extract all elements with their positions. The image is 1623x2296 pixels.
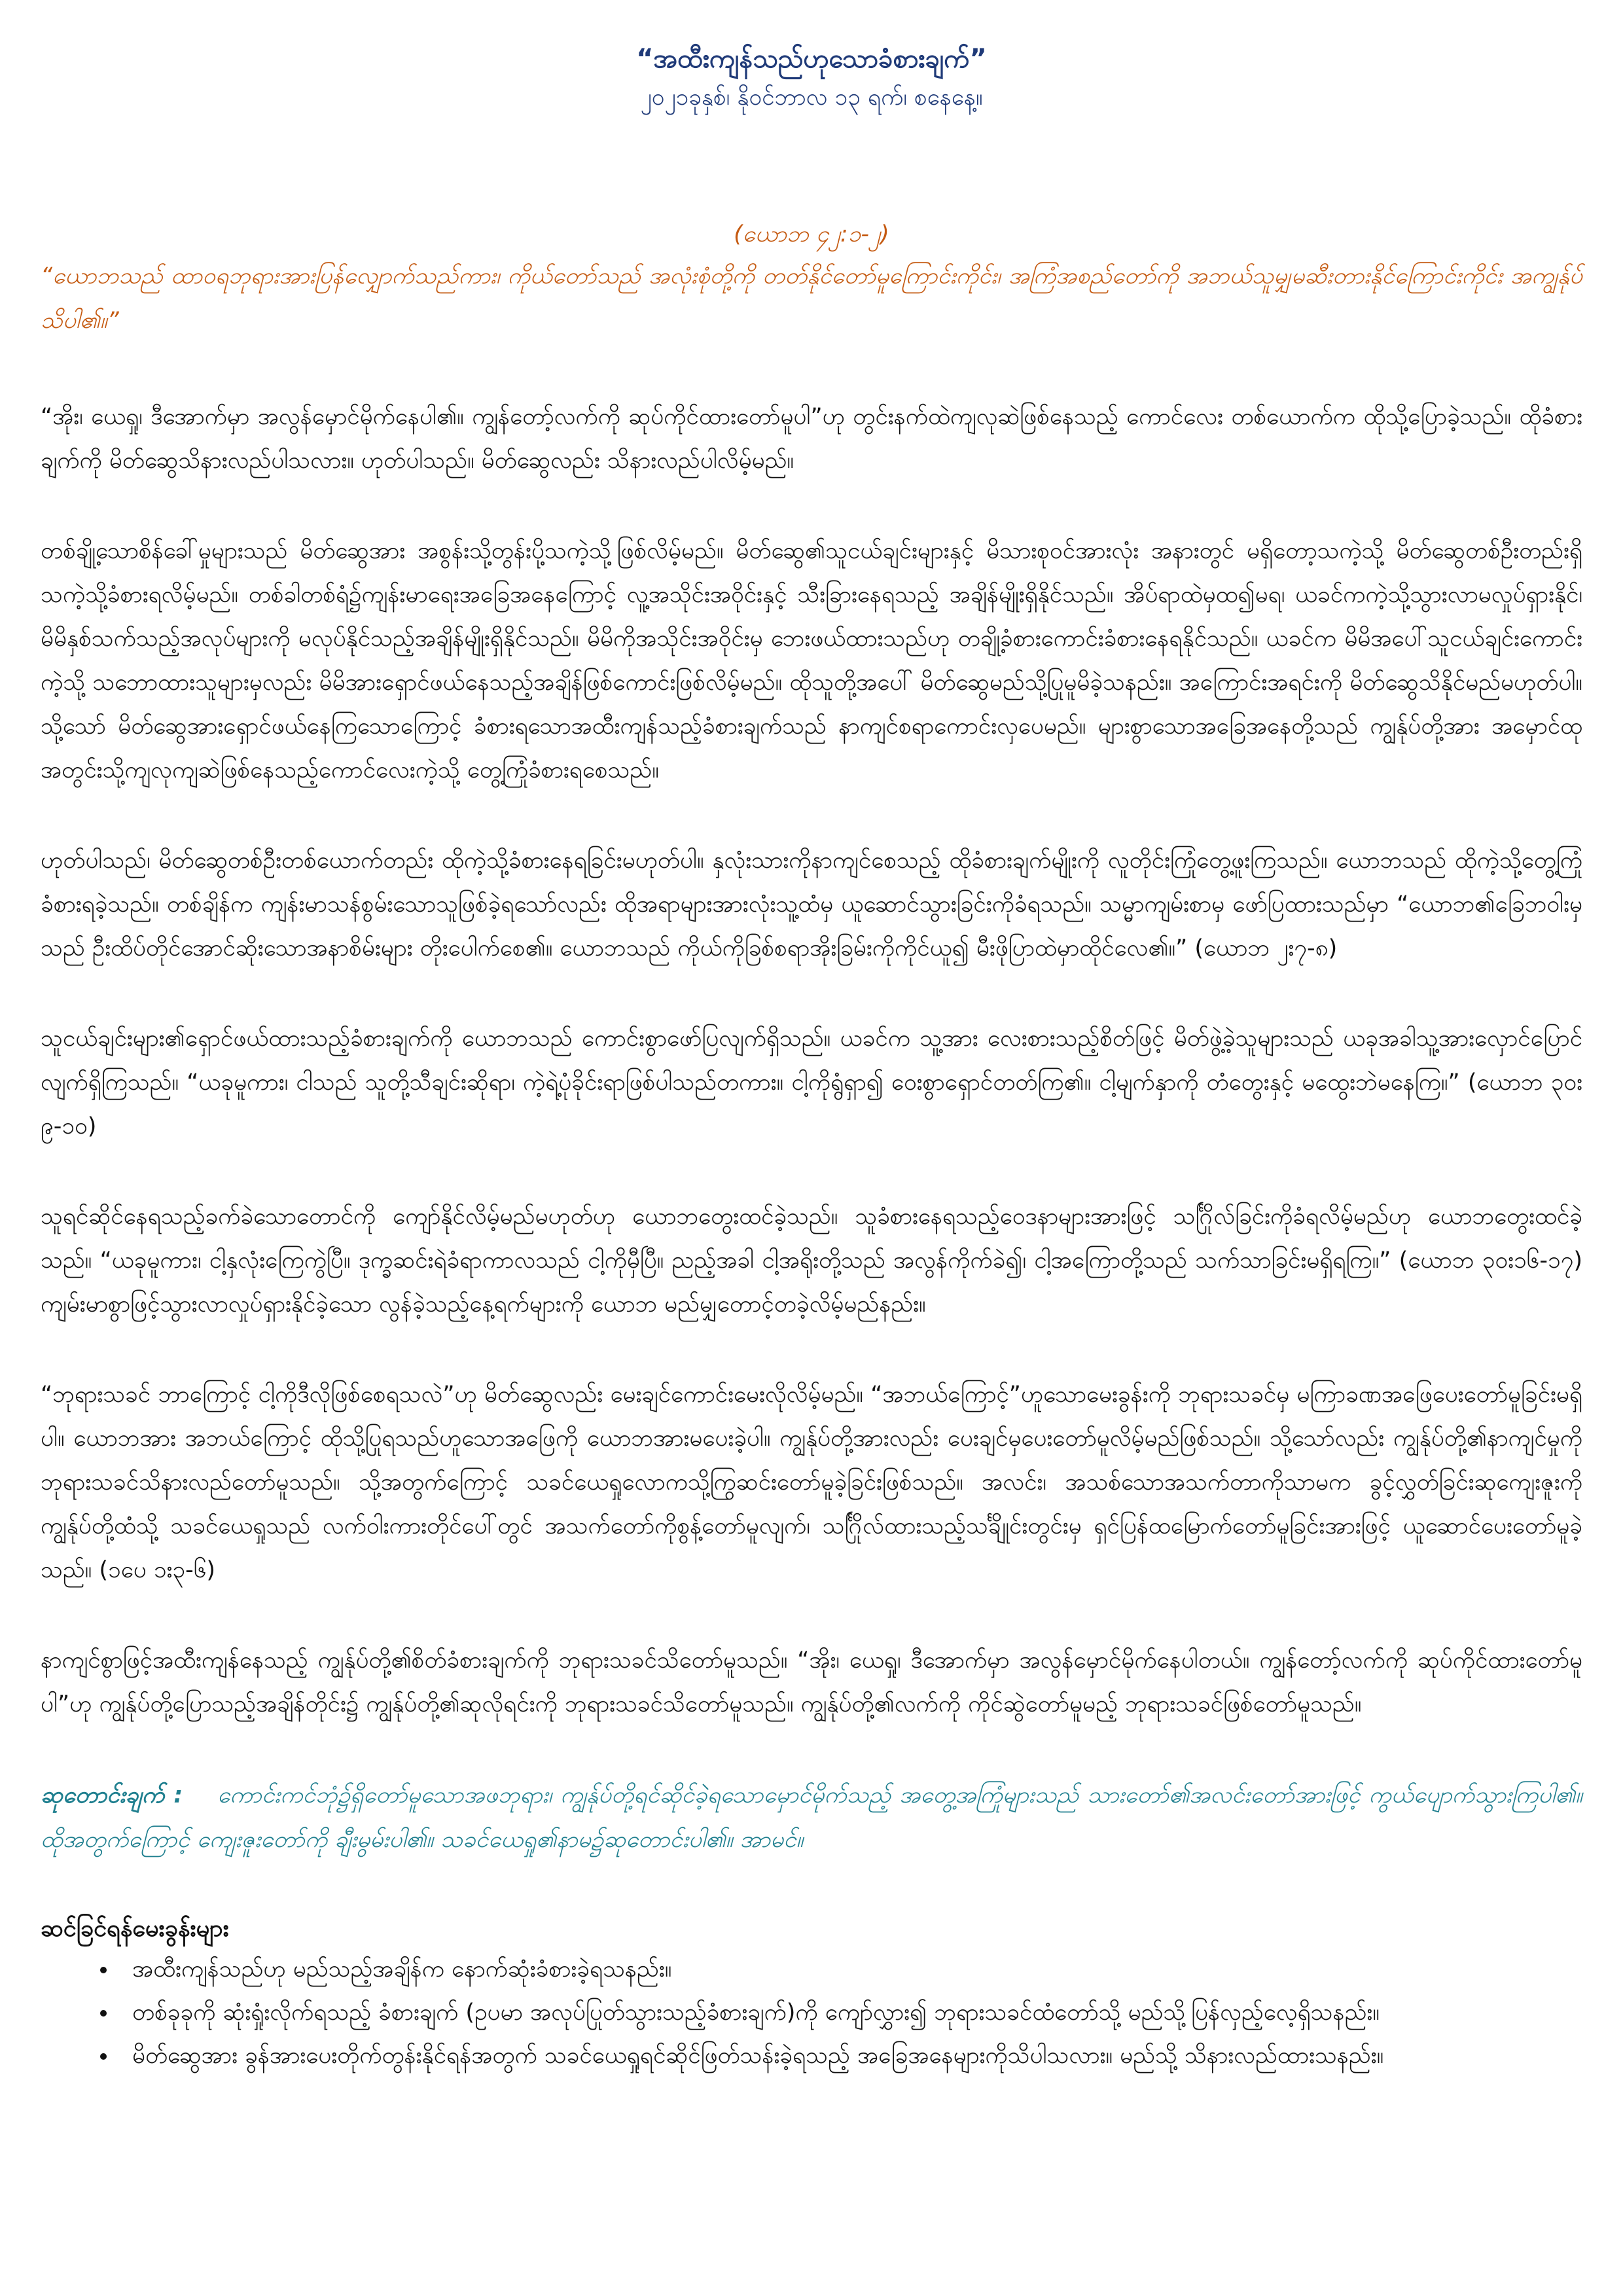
- date-line: ၂၀၂၁ခုနှစ်၊ နိုဝင်ဘာလ ၁၃ ရက်၊ စနေနေ့။: [640, 84, 983, 111]
- paragraph-6: “ဘုရားသခင် ဘာကြောင့် ငါ့ကိုဒီလိုဖြစ်စေရသလဲ”ဟု မိတ်ဆွေလည်း မေးချင်ကောင်းမေးလိုလိမ့်မည်။ “အဘယ်ကြောင့်”ဟူသောမေးခွန်းကို ဘုရားသခင်မှ မကြာခဏအဖြေပေးတော်မူခြင်းမရှိပါ။ ယောဘအား အဘယ်ကြောင့် ထိုသို့ပြုရသည်ဟူသောအဖြေကို ယောဘအားမပေးခဲ့ပါ။ ကျွန်ုပ်တို့အားလည်း ပေးချင်မှပေးတော်မူလိမ့်မည်ဖြစ်သည်။ သို့သော်လည်း ကျွန်ုပ်တို့၏နာကျင်မှုကို ဘုရားသခင်သိနားလည်တော်မူသည်။ သို့အတွက်ကြောင့် သခင်ယေရှုလောကသို့ကြွဆင်းတော်မူခဲ့ခြင်းဖြစ်သည်။ အလင်း၊ အသစ်သောအသက်တာကိုသာမက ခွင့်လွှတ်ခြင်းဆုကျေးဇူးကို ကျွန်ုပ်တို့ထံသို့ သခင်ယေရှုသည် လက်ဝါးကားတိုင်ပေါ်တွင် အသက်တော်ကိုစွန့်တော်မူလျက်၊ သင်္ဂြိုလ်ထားသည့်သင်္ချိုင်းတွင်းမှ ရှင်ပြန်ထမြောက်တော်မူခြင်းအားဖြင့် ယူဆောင်ပေးတော်မူခဲ့သည်။ (၁ပေ ၁း၃-၆): [41, 1382, 1582, 1583]
- paragraph-5: သူရင်ဆိုင်နေရသည့်ခက်ခဲသောတောင်ကို ကျော်နိုင်လိမ့်မည်မဟုတ်ဟု ယောဘတွေးထင်ခဲ့သည်။ သူခံစားနေရသည့်ဝေဒနာများအားဖြင့် သင်္ဂြိုလ်ခြင်းကိုခံရလိမ့်မည်ဟု ယောဘတွေးထင်ခဲ့သည်။ “ယခုမူကား၊ ငါ့နှလုံးကြေကွဲပြီ။ ဒုက္ခဆင်းရဲခံရာကာလသည် ငါ့ကိုမှီပြီ။ ညည့်အခါ ငါ့အရိုးတို့သည် အလွန်ကိုက်ခဲ၍၊ ငါ့အကြောတို့သည် သက်သာခြင်းမရှိရကြ။” (ယောဘ ၃၀း၁၆-၁၇) ကျမ်းမာစွာဖြင့်သွားလာလှုပ်ရှားနိုင်ခဲ့သော လွန်ခဲ့သည့်နေ့ရက်များကို ယောဘ မည်မျှတောင့်တခဲ့လိမ့်မည်နည်း။: [41, 1204, 1582, 1318]
- paragraph-3: ဟုတ်ပါသည်၊ မိတ်ဆွေတစ်ဦးတစ်ယောက်တည်း ထိုကဲ့သို့ခံစားနေရခြင်းမဟုတ်ပါ။ နှလုံးသားကိုနာကျင်စေသည့် ထိုခံစားချက်မျိုးကို လူတိုင်းကြုံတွေ့ဖူးကြသည်။ ယောဘသည် ထိုကဲ့သို့တွေ့ကြုံခံစားရခဲ့သည်။ တစ်ချိန်က ကျန်းမာသန်စွမ်းသောသူဖြစ်ခဲ့ရသော်လည်း ထိုအရာများအားလုံးသူ့ထံမှ ယူဆောင်သွားခြင်းကိုခံရသည်။ သမ္မာကျမ်းစာမှ ဖော်ပြထားသည်မှာ “ယောဘ၏ခြေဘဝါးမှသည် ဦးထိပ်တိုင်အောင်ဆိုးသောအနာစိမ်းများ တိုးပေါက်စေ၏။ ယောဘသည် ကိုယ်ကိုခြစ်စရာအိုးခြမ်းကိုကိုင်ယူ၍ မီးဖိုပြာထဲမှာထိုင်လေ၏။” (ယောဘ ၂း၇-၈): [41, 848, 1582, 961]
- prayer-text: ကောင်းကင်ဘုံ၌ရှိတော်မူသောအဖဘုရား၊ ကျွန်ုပ်တို့ရင်ဆိုင်ခဲ့ရသောမှောင်မိုက်သည့် အတွေ့အကြုံများသည် သားတော်၏အလင်းတော်အားဖြင့် ကွယ်ပျောက်သွားကြပါ၏။ ထိုအတွက်ကြောင့် ကျေးဇူးတော်ကို ချီးမွမ်းပါ၏။ သခင်ယေရှု၏နာမ၌ဆုတောင်းပါ၏။ အာမင်။: [41, 1782, 1582, 1853]
- verse-reference: (ယောဘ ၄၂:၁-၂): [734, 221, 889, 247]
- page-title: “အထီးကျန်သည်ဟုသောခံစားချက်”: [636, 44, 987, 74]
- question-item-2: • တစ်ခုခုကို ဆုံးရှုံးလိုက်ရသည့် ခံစားချက် (ဥပမာ အလုပ်ပြုတ်သွားသည့်ခံစားချက်)ကို ကျော်လွှား၍ ဘုရားသခင်ထံတော်သို့ မည်သို့ပြန်လှည့်လေ့ရှိသနည်း။: [118, 1993, 1582, 2032]
- questions-heading: ဆင်ခြင်ရန်မေးခွန်းများ: [41, 1915, 229, 1942]
- prayer-block: [41, 1773, 1582, 1862]
- paragraph-7: နာကျင်စွာဖြင့်အထီးကျန်နေသည့် ကျွန်ုပ်တို့၏စိတ်ခံစားချက်ကို ဘုရားသခင်သိတော်မူသည်။ “အိုး၊ ယေရှု၊ ဒီအောက်မှာ အလွန်မှောင်မိုက်နေပါတယ်။ ကျွန်တော့်လက်ကို ဆုပ်ကိုင်ထားတော်မူပါ”ဟု ကျွန်ုပ်တို့ပြောသည့်အချိန်တိုင်း၌ ကျွန်ုပ်တို့၏ဆုလိုရင်းကို ဘုရားသခင်သိတော်မူသည်။ ကျွန်ုပ်တို့၏လက်ကို ကိုင်ဆွဲတော်မူမည့် ဘုရားသခင်ဖြစ်တော်မူသည်။: [41, 1647, 1582, 1717]
- question-item-1: • အထီးကျန်သည်ဟု မည်သည့်အချိန်က နောက်ဆုံးခံစားခဲ့ရသနည်း။: [118, 1950, 1582, 1989]
- questions-list: [41, 1950, 1582, 2075]
- devotional-page: [41, 39, 1582, 2079]
- paragraph-1: “အိုး၊ ယေရှု၊ ဒီအောက်မှာ အလွန်မှောင်မိုက်နေပါ၏။ ကျွန်တော့်လက်ကို ဆုပ်ကိုင်ထားတော်မူပါ”ဟု တွင်းနက်ထဲကျလုဆဲဖြစ်နေသည့် ကောင်လေး တစ်ယောက်က ထိုသို့ပြောခဲ့သည်။ ထိုခံစားချက်ကို မိတ်ဆွေသိနားလည်ပါသလား။ ဟုတ်ပါသည်။ မိတ်ဆွေလည်း သိနားလည်ပါလိမ့်မည်။: [41, 404, 1582, 474]
- prayer-label: ဆုတောင်းချက် :: [41, 1782, 183, 1808]
- paragraph-4: သူငယ်ချင်းများ၏ရှောင်ဖယ်ထားသည့်ခံစားချက်ကို ယောဘသည် ကောင်းစွာဖော်ပြလျက်ရှိသည်။ ယခင်က သူ့အား လေးစားသည့်စိတ်ဖြင့် မိတ်ဖွဲ့ခဲ့သူများသည် ယခုအခါသူ့အားလှောင်ပြောင်လျက်ရှိကြသည်။ “ယခုမူကား၊ ငါသည် သူတို့သီချင်းဆိုရာ၊ ကဲ့ရဲ့ပုံခိုင်းရာဖြစ်ပါသည်တကား။ ငါ့ကိုရွံရှာ၍ ဝေးစွာရှောင်တတ်ကြ၏။ ငါ့မျက်နှာကို တံတွေးနှင့် မထွေးဘဲမနေကြ။” (ယောဘ ၃၀း ၉-၁၀): [41, 1026, 1582, 1139]
- verse-text: “ယောဘသည် ထာဝရဘုရားအားပြန်လျှောက်သည်ကား၊ ကိုယ်တော်သည် အလုံးစုံတို့ကို တတ်နိုင်တော်မူကြောင်းကိုင်း၊ အကြံအစည်တော်ကို အဘယ်သူမျှမဆီးတားနိုင်ကြောင်းကိုင်း အကျွန်ုပ်သိပါ၏။”: [41, 263, 1582, 334]
- question-item-3: • မိတ်ဆွေအား ခွန်အားပေးတိုက်တွန်းနိုင်ရန်အတွက် သခင်ယေရှုရင်ဆိုင်ဖြတ်သန်းခဲ့ရသည့် အခြေအနေများကိုသိပါသလား။ မည်သို့ သိနားလည်ထားသနည်း။: [118, 2036, 1582, 2075]
- paragraph-2: တစ်ချို့သောစိန်ခေါ်မှုများသည် မိတ်ဆွေအား အစွန်းသို့တွန်းပို့သကဲ့သို့ဖြစ်လိမ့်မည်။ မိတ်ဆွေ၏သူငယ်ချင်းများနှင့် မိသားစုဝင်အားလုံး အနားတွင် မရှိတော့သကဲ့သို့ မိတ်ဆွေတစ်ဦးတည်းရှိသကဲ့သို့ခံစားရလိမ့်မည်။ တစ်ခါတစ်ရံ၌ကျန်းမာရေးအခြေအနေကြောင့် လူ့အသိုင်းအဝိုင်းနှင့် သီးခြားနေရသည့် အချိန်မျိုးရှိနိုင်သည်။ အိပ်ရာထဲမှထ၍မရ၊ ယခင်ကကဲ့သို့သွားလာမလှုပ်ရှားနိုင်၊ မိမိနှစ်သက်သည့်အလုပ်များကို မလုပ်နိုင်သည့်အချိန်မျိုးရှိနိုင်သည်။ မိမိကိုအသိုင်းအဝိုင်းမှ ဘေးဖယ်ထားသည်ဟု တချို့ခံစားကောင်းခံစားနေရနိုင်သည်။ ယခင်က မိမိအပေါ်သူငယ်ချင်းကောင်းကဲ့သို့ သဘောထားသူများမှလည်း မိမိအားရှောင်ဖယ်နေသည့်အချိန်ဖြစ်ကောင်းဖြစ်လိမ့်မည်။ ထိုသူတို့အပေါ် မိတ်ဆွေမည်သို့ပြုမူမိခဲ့သနည်း။ အကြောင်းအရင်းကို မိတ်ဆွေသိနိုင်မည်မဟုတ်ပါ။ သို့သော် မိတ်ဆွေအားရှောင်ဖယ်နေကြသောကြောင့် ခံစားရသောအထီးကျန်သည့်ခံစားချက်သည် နာကျင်စရာကောင်းလှပေမည်။ များစွာသောအခြေအနေတို့သည် ကျွန်ုပ်တို့အား အမှောင်ထုအတွင်းသို့ကျလုကျဆဲဖြစ်နေသည့်ကောင်လေးကဲ့သို့ တွေ့ကြုံခံစားရစေသည်။: [41, 538, 1582, 783]
